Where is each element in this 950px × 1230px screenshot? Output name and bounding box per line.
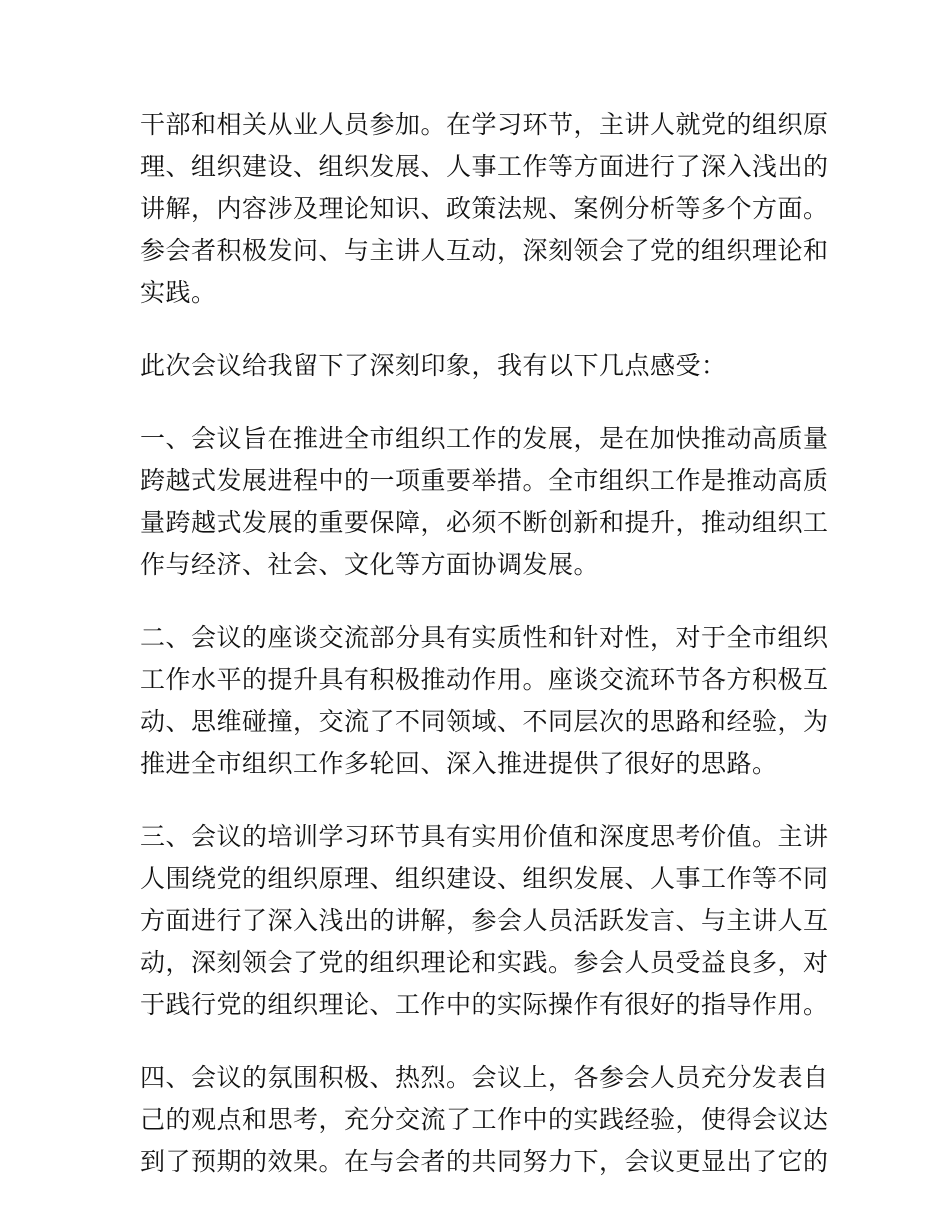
text-line: 工作水平的提升具有积极推动作用。座谈交流环节各方积极互 [140, 665, 829, 694]
paragraph-point-2 [140, 617, 829, 785]
text-line: 理、组织建设、组织发展、人事工作等方面进行了深入浅出的 [140, 152, 829, 181]
text-line: 人围绕党的组织原理、组织建设、组织发展、人事工作等不同 [140, 864, 829, 893]
text-line: 推进全市组织工作多轮回、深入推进提供了很好的思路。 [140, 749, 778, 778]
text-line: 二、会议的座谈交流部分具有实质性和针对性，对于全市组织 [140, 623, 829, 652]
text-line: 量跨越式发展的重要保障，必须不断创新和提升，推动组织工 [140, 508, 829, 537]
paragraph-point-1 [140, 418, 829, 586]
document-body [140, 104, 829, 1214]
paragraph-point-3 [140, 816, 829, 1026]
text-line: 作与经济、社会、文化等方面协调发展。 [140, 550, 600, 579]
text-line: 方面进行了深入浅出的讲解，参会人员活跃发言、与主讲人互 [140, 906, 829, 935]
text-line: 此次会议给我留下了深刻印象，我有以下几点感受： [140, 351, 727, 380]
text-line: 实践。 [140, 278, 217, 307]
text-line: 讲解，内容涉及理论知识、政策法规、案例分析等多个方面。 [140, 194, 829, 223]
text-line: 一、会议旨在推进全市组织工作的发展，是在加快推动高质量 [140, 424, 829, 453]
text-line: 跨越式发展进程中的一项重要举措。全市组织工作是推动高质 [140, 466, 829, 495]
text-line: 于践行党的组织理论、工作中的实际操作有很好的指导作用。 [140, 990, 829, 1019]
text-line: 三、会议的培训学习环节具有实用价值和深度思考价值。主讲 [140, 822, 829, 851]
text-line: 动、思维碰撞，交流了不同领域、不同层次的思路和经验，为 [140, 707, 829, 736]
text-line: 参会者积极发问、与主讲人互动，深刻领会了党的组织理论和 [140, 236, 829, 265]
paragraph-intro [140, 104, 829, 314]
paragraph-summary [140, 345, 816, 387]
text-line: 己的观点和思考，充分交流了工作中的实践经验，使得会议达 [140, 1105, 829, 1134]
text-line: 动，深刻领会了党的组织理论和实践。参会人员受益良多，对 [140, 948, 829, 977]
text-line: 干部和相关从业人员参加。在学习环节，主讲人就党的组织原 [140, 110, 829, 139]
text-line: 到了预期的效果。在与会者的共同努力下，会议更显出了它的 [140, 1147, 829, 1176]
text-line: 四、会议的氛围积极、热烈。会议上，各参会人员充分发表自 [140, 1063, 829, 1092]
paragraph-point-4 [140, 1057, 829, 1183]
